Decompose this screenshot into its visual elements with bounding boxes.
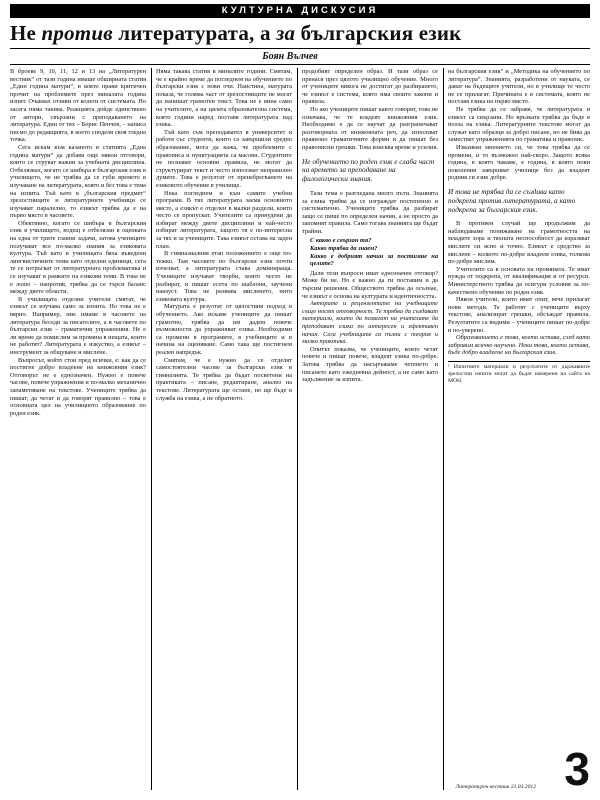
page-footer: Литературен вестник 21.03.2012 [455, 784, 536, 790]
paragraph: Но ако учениците пишат както говорят, това не означава, че те владеят книжовния език. Необходимо е да се научат да разграничават разговорната от книжовната реч, да използват правилно граматичните форми и да пишат без правописни грешки. Това изисква време и усилия. [302, 105, 438, 151]
column-divider [297, 68, 298, 790]
column-divider [151, 68, 152, 790]
column-3 [302, 68, 438, 790]
paragraph: Сега искам към казаното в статията „Една година матури“ да добавя още някои отговори, които се струват важни за учебната дисциплина. Отбелязвах, когато се шибъра в българския език в училището, че не трябва да се губи времето в изучаване на литературата, която и без това е тема на изпита. Тъй като в „българския предмет“ зрелостниците и литературните учебници се изучават паралелно, то езикът трябва да е на първо място в часовете. [10, 143, 146, 220]
byline [10, 48, 590, 65]
question-list [310, 237, 438, 267]
pull-quote: Не обучението по роден език е слаба част на времето за преподаване на филологически знания. [302, 156, 435, 184]
paragraph: Смятам, че е нужно да се отделят самостоятелни часове за български език в гимназията. Те трябва да бъдат посветени на практиката – писане, редактиране, анализ на текстове. Литературата ще остане, но ще бъде в служба на езика, а не обратното. [156, 356, 292, 402]
paragraph: на българския език“ и „Методика на обучението по литература“. Знанията, разработени от науката, се дават на бъдещите учители, но в училище те често не се прилагат. Причината е в системата, която не поставя езика на първо място. [448, 68, 590, 106]
question-item: С какво е свързан тя? [310, 237, 372, 245]
author-name: Боян Вълчев [262, 51, 318, 62]
pull-quote: И това не трябва да се създава като подкрепа против литературата, а като подкрепа за българския език. [448, 186, 576, 214]
column-1 [10, 68, 146, 790]
page-number: 3 [564, 743, 590, 795]
column-2 [156, 68, 292, 790]
article-columns [10, 68, 590, 795]
paragraph: Образованието е това, което остава, след като забравим всичко научено. Нека това, което остава, бъде добро владеене на българския език. [448, 334, 590, 357]
paragraph: Учителите са в основата на промяната. Те имат нужда от подкрепа, от квалификация и от ресурси. Министерството трябва да осигури условия за по-качествено обучение по роден език. [448, 265, 590, 296]
paragraph: Обективно, когато се шибъра в българския език в училището, водещ е отбелязан в оценката на една от трите главни задачи, затова учениците получават все по-малко знания за езиковата култура. Тъй като в училищата бяха въведени лингвистичните теми като отделни единици, сега те се изтръгват от литературната проблематика и се изучават в рамките на езикови теми. В това не е лошо – напротив, трябва да се търси баланс между двете области. [10, 219, 146, 296]
article-headline: Не против литературата, а за българския език [10, 21, 462, 45]
paragraph: В броеве 9, 10, 11, 12 и 13 на „Литературен вестник“ от тази година имаше обширната статия „Един година матури“, в която прави критичен прочит на проблемите през миналата година изпит. Очаквах отзиви от колеги от системата. Но засега няма такива. Реакцията дойде единствено от автори, свързани с преподаването на литература. Един от тях – Борис Пенчев, – написа писмо до редакцията, в което споделя своя гледна точка. [10, 68, 146, 144]
paragraph: Въпросът, който стои пред всички, е: как да се постигне добро владеене на книжовния език? Отговорът не е еднозначен. Нужно е повече часове, повече упражнения и по-малко механично запаметяване на текстове. Учениците трябва да пишат, да четат и да говорят правилно – това е основната цел на училищното образование по роден език. [10, 356, 146, 417]
column-4 [448, 68, 590, 795]
rubric-banner: КУЛТУРНА ДИСКУСИЯ [10, 4, 590, 18]
paragraph: В противен случай ще продължим да наблюдаваме понижаване на грамотността на младите хора и тяхната неспособност да изразяват мислите си ясно и точно. Езикът е средство за мислене – колкото по-добре владеем езика, толкова по-добре мислим. [448, 220, 590, 266]
question-item: Какво трябва да знаем? [310, 245, 378, 253]
paragraph: продобият определен образ. И тази образ се пренася през цялото училищно обучение. Много от учениците никога не достигат до разбирането, че езикът е система, която има своите закони и правила. [302, 68, 438, 106]
footnote: ¹ Изпитните материали и резултатите от държавните зрелостни изпити могат да бъдат намерени на сайта на МОН. [448, 361, 590, 384]
paragraph: Тъй като съм преподавател в университет и работя със студенти, които са завършили средно образование, мога да кажа, че проблемите с правописа и пунктуацията са масови. Студентите не познават основни правила, не могат да структурират текст и често използват неправилно думите. Това е резултат от пренебрегването на езиковото обучение в училище. [156, 128, 292, 189]
paragraph: Нека погледнем и към самите учебни програми. В тях литературата заема основното място, а езикът е отделен в малки раздели, които често се пропускат. Учителите са принудени да избират между двете дисциплини и най-често избират литературата, защото тя е по-интересна за тях и за учениците. Така езикът остава на заден план. [156, 189, 292, 250]
question-item: Какво е добрият начин за постигане на целите? [310, 252, 438, 268]
paragraph: Тази тема е разгледана много пъти. Знанията за езика трябва да се изграждат постепенно и систематично. Учениците трябва да разбират защо се пише по определен начин, а не просто да запомнят правила. Само тогава знанията ще бъдат трайни. [302, 189, 438, 235]
paragraph: Дали тези въпроси имат еднозначен отговор? Може би не. Но е важно да ги поставим и да търсим решения. Обществото трябва да осъзнае, че езикът е основа на културата и идентичността. [302, 269, 438, 300]
paragraph: Изказвам мнението си, че това трябва да се промени, и то възможно най-скоро. Защото всяка година, в която чакаме, е година, в която нови поколения завършват училище без да владеят родния си език добре. [448, 143, 590, 182]
column-divider [443, 68, 444, 790]
paragraph: Опитът показва, че учениците, които четат повече и пишат повече, владеят езика по-добре. Затова трябва да насърчаваме четенето и писането като ежедневна дейност, а не само като задължение за изпита. [302, 345, 438, 384]
paragraph: Някои учители, които имат опит, вече прилагат нови методи. Те работят с учениците върху текстове, анализират грешки, обсъждат правила. Резултатите са видими – учениците пишат по-добре и по-уверено. [448, 296, 590, 334]
paragraph: Не трябва да се забравя, че литературата и езикът са свързани. Но връзката трябва да бъде в полза на езика. Литературните текстове могат да служат като образци за добро писане, но не бива да заместват упражненията по граматика и правопис. [448, 105, 590, 144]
paragraph: Авторите и рецензентите на учебниците също носят отговорност. Те трябва да създават материали, които да помагат на учителите да преподават езика по интересен и ефективен начин. Сега учебниците са пълни с теория и малко практика. [302, 300, 438, 346]
paragraph: В гимназиалния етап положението е още по-тежко. Там часовете по български език почти изчезват, а литературата става доминираща. Учениците изучават творби, които често не разбират, и пишат есета по шаблони, заучени наизуст. Това не развива мисленето, нито езиковата култура. [156, 250, 292, 303]
paragraph: Матурата е резултат от цялостния подход в обучението. Ако искаме учениците да пишат грамотно, трябва да им дадем повече възможности да упражняват езика. Необходими са промени в програмите, в учебниците и в начина на оценяване. Само така ще постигнем реален напредък. [156, 303, 292, 356]
paragraph: В училищата отделни учители смятат, че езикът се изучава само за изпита. Но това не е вярно. Например, ние имаме в часовете на литература беседи за писателите, а в часовете по български език – граматични упражнения. Не е ли време да помислим за промяна в нещата, които не работят? Литературата е изкуство, а езикът – инструмент за общуване и мислене. [10, 295, 146, 356]
paragraph: Няма такава статия в миналите години. Смятам, че е крайно време да погледнем на обучението по български език с нови очи. Наистина, матурата показа, че голяма част от зрелостниците не могат да напишат грамотен текст. Това не е вина само на учителите, а на цялата образователна система, която години наред поставя литературата над езика. [156, 68, 292, 129]
